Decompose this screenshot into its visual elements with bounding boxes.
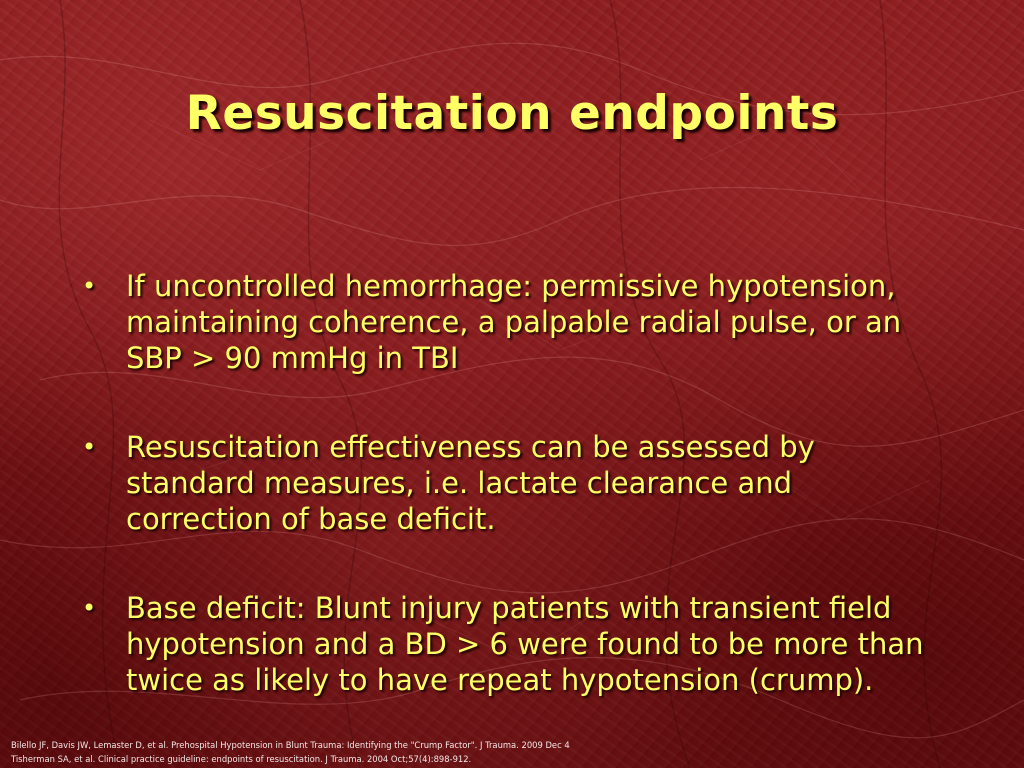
bullet-marker: • [82,272,97,300]
footnote-bilello: Bilello JF, Davis JW, Lemaster D, et al. Prehospital Hypotension in Blunt Trauma: Identifying the "Crump Factor". J Trauma. 2009 Dec 4 [11,740,570,750]
bullet-item-resuscitation-effectiveness [82,429,944,537]
bullet-list [82,268,944,768]
bullet-marker: • [82,433,97,461]
bullet-text: If uncontrolled hemorrhage: permissive hypotension, maintaining coherence, a palpable radial pulse, or an SBP > 90 mmHg in TBI [126,269,902,375]
bullet-text: Resuscitation effectiveness can be assessed by standard measures, i.e. lactate clearance and correction of base deficit. [126,430,815,536]
slide-title: Resuscitation endpoints [185,86,839,141]
footnote-tisherman: Tisherman SA, et al. Clinical practice guideline: endpoints of resuscitation. J Trauma. 2004 Oct;57(4):898-912. [11,754,472,764]
bullet-marker: • [82,594,97,622]
bullet-text: Base deficit: Blunt injury patients with transient field hypotension and a BD > 6 were found to be more than twice as likely to have repeat hypotension (crump). [126,591,924,697]
bullet-item-base-deficit [82,590,944,698]
footnotes [11,738,711,766]
bullet-item-permissive-hypotension [82,268,944,376]
